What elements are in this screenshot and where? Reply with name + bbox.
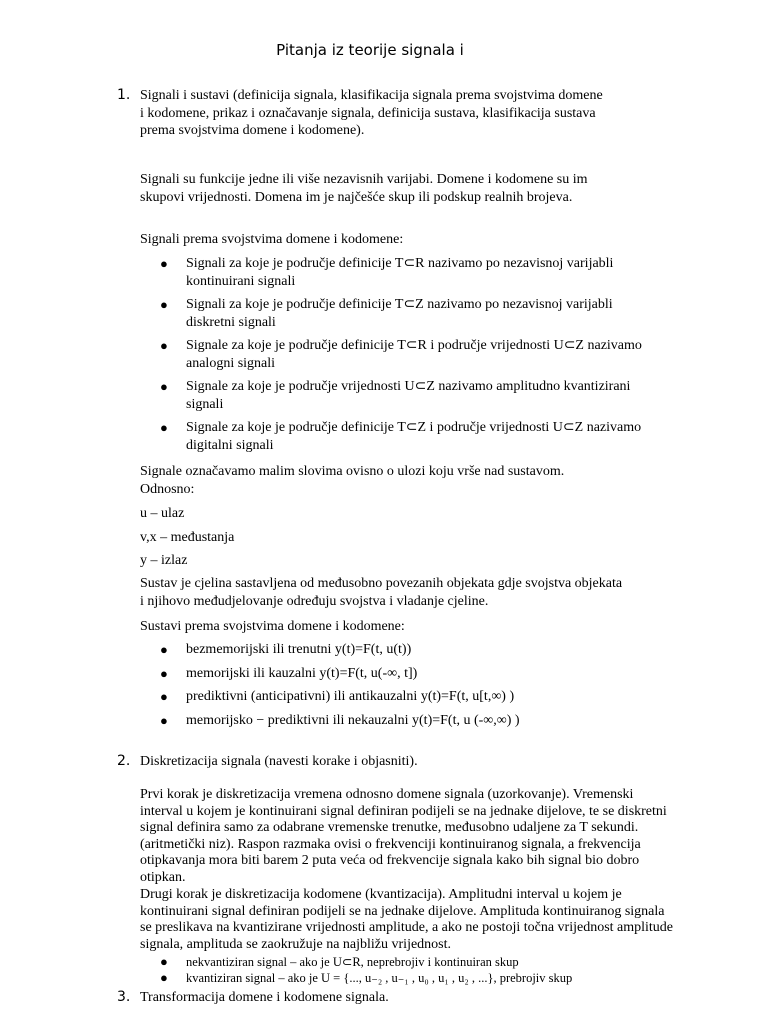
bullet-icon: ● — [160, 297, 168, 312]
question-1-number: 1. — [117, 87, 131, 103]
bullet-icon: ● — [160, 338, 168, 353]
q2-paragraph-quantization: Drugi korak je diskretizacija kodomene (kvantizacija). Amplitudni interval u kojem je kontinuirani signal definiran podijeli se na jednake dijelove. Amplituda kontinuiranog signala se preslikava na kvantizirane vrijednosti amplitude, a ako ne postoji točna vrijednost amplitude signala, amplituda se zaokružuje na najbližu vrijednost. — [140, 887, 674, 952]
bullet-icon: ● — [160, 665, 168, 681]
list-item: ● Signale za koje je područje definicije T⊂R i područje vrijednosti U⊂Z nazivamo analogni signali — [160, 338, 642, 371]
list-item: ● nekvantiziran signal – ako je U⊂R, neprebrojiv i kontinuiran skup — [160, 954, 519, 969]
system-types-list — [160, 641, 660, 729]
bullet-icon: ● — [160, 712, 168, 728]
bullet-icon: ● — [160, 642, 168, 657]
question-2-text: Diskretizacija signala (navesti korake i objasniti). — [140, 754, 418, 769]
bullet-icon: ● — [160, 689, 168, 704]
signal-types-list — [160, 255, 660, 454]
q1-output-label: y – izlaz — [140, 553, 188, 568]
list-item: ● Signale za koje je područje definicije T⊂Z i područje vrijednosti U⊂Z nazivamo digitalni signali — [160, 420, 642, 453]
q1-paragraph-system-classes-intro: Sustavi prema svojstvima domene i kodomene: — [140, 619, 405, 634]
bullet-icon: ● — [160, 954, 168, 969]
list-item: ● bezmemorijski ili trenutni y(t)=F(t, u(t)) — [160, 642, 412, 657]
question-3-number: 3. — [117, 989, 131, 1005]
bullet-icon: ● — [160, 420, 168, 435]
list-item: ● Signali za koje je područje definicije T⊂Z nazivamo po nezavisnoj varijabli diskretni signali — [160, 297, 613, 330]
q2-paragraph-sampling: Prvi korak je diskretizacija vremena odnosno domene signala (uzorkovanje). Vremenski interval u kojem je kontinuirani signal definiran podijeli se na jednake dijelove, te se diskretni signal definira samo za odabrane vremenske trenutke, međusobno udaljene za T sekundi. (aritmetički niz). Raspon razmaka ovisi o frekvenciji kontinuiranog signala, a frekvencija otipkavanja mora biti barem 2 puta veća od frekvencije signala kako bih signal bio dobro otipkan. — [140, 787, 667, 885]
list-item: ● prediktivni (anticipativni) ili antikauzalni y(t)=F(t, u[t,∞) ) — [160, 689, 515, 704]
q1-paragraph-definition: Signali su funkcije jedne ili više nezavisnih varijabi. Domene i kodomene su im skupovi vrijednosti. Domena im je najčešće skup ili podskup realnih brojeva. — [140, 172, 588, 205]
question-3-text: Transformacija domene i kodomene signala. — [140, 990, 389, 1005]
q1-state-label: v,x – međustanja — [140, 530, 235, 545]
bullet-icon: ● — [160, 379, 168, 394]
list-item: ● memorijsko − prediktivni ili nekauzalni y(t)=F(t, u (-∞,∞) ) — [160, 712, 520, 728]
bullet-icon: ● — [160, 970, 168, 985]
list-item: ● memorijski ili kauzalni y(t)=F(t, u(-∞, t]) — [160, 665, 418, 681]
document-title: Pitanja iz teorije signala i — [276, 41, 464, 59]
q1-input-label: u – ulaz — [140, 506, 185, 521]
list-item: ● Signale za koje je područje vrijednosti U⊂Z nazivamo amplitudno kvantizirani signali — [160, 379, 631, 412]
q1-paragraph-signal-classes-intro: Signali prema svojstvima domene i kodomene: — [140, 232, 404, 247]
question-2-number: 2. — [117, 753, 131, 769]
question-1-text: Signali i sustavi (definicija signala, klasifikacija signala prema svojstvima domene i kodomene, prikaz i označavanje signala, definicija sustava, klasifikacija sustava prema svojstvima domene i kodomene). — [140, 88, 603, 138]
q1-paragraph-system-definition: Sustav je cjelina sastavljena od međusobno povezanih objekata gdje svojstva objekata i njihovo međudjelovanje određuju svojstva i vladanje cjeline. — [140, 576, 623, 609]
q1-paragraph-notation: Signale označavamo malim slovima ovisno o ulozi koju vrše nad sustavom. Odnosno: — [140, 464, 565, 497]
list-item: ● Signali za koje je područje definicije T⊂R nazivamo po nezavisnoj varijabli kontinuirani signali — [160, 256, 614, 289]
bullet-icon: ● — [160, 256, 168, 271]
quantization-list — [160, 954, 660, 986]
list-item: ● kvantiziran signal – ako je U = {..., u₋₂ , u₋₁ , u₀ , u₁ , u₂ , ...}, prebrojiv skup — [160, 970, 573, 985]
